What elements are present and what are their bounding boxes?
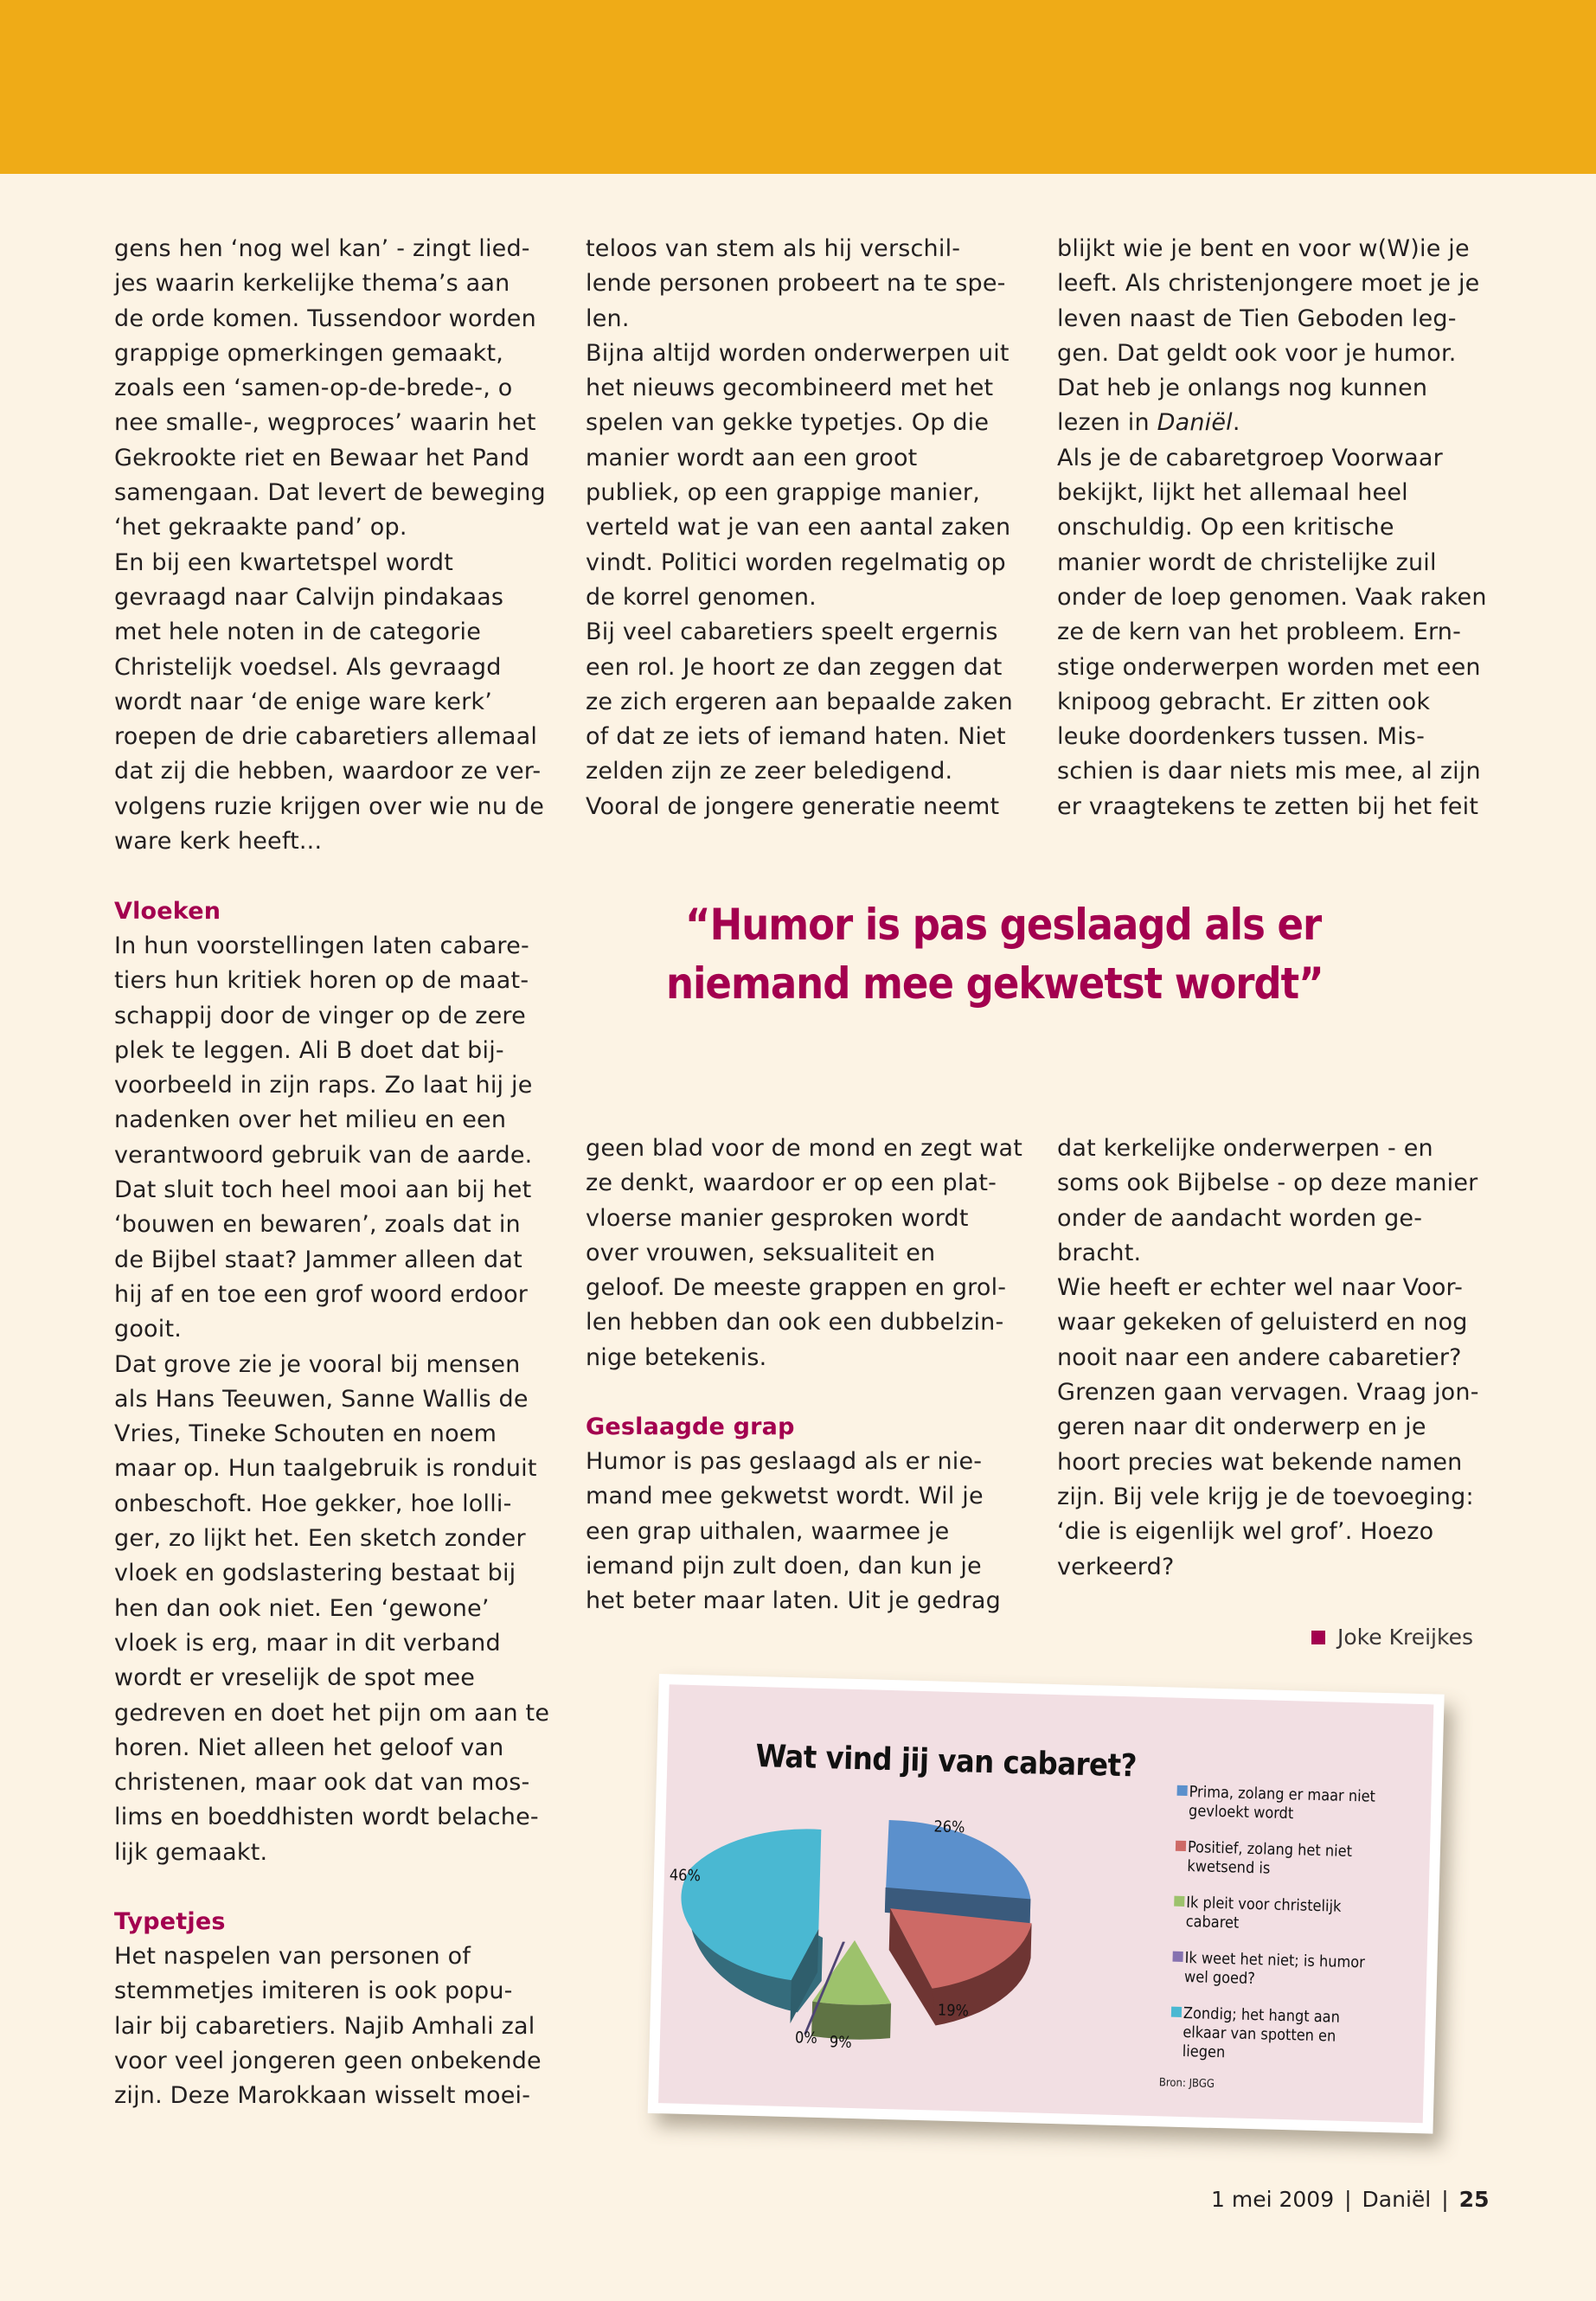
legend-text: Zondig; het hangt aan xyxy=(1183,2003,1341,2027)
text-line: vloek en godslastering bestaat bij xyxy=(114,1560,516,1587)
legend-text: cabaret xyxy=(1185,1913,1240,1932)
legend-text: gevloekt wordt xyxy=(1188,1802,1294,1823)
legend-text: elkaar van spotten en xyxy=(1183,2022,1336,2046)
text-line: In hun voorstellingen laten cabare- xyxy=(114,933,529,959)
article-column-3-bottom xyxy=(1057,1131,1490,1585)
text-line: nige betekenis. xyxy=(586,1343,767,1371)
text-line: waar gekeken of geluisterd en nog xyxy=(1057,1309,1468,1336)
legend-text: Prima, zolang er maar niet xyxy=(1189,1783,1376,1806)
text-line: teloos van stem als hij verschil- xyxy=(586,235,961,262)
text-line: hoort precies wat bekende namen xyxy=(1057,1448,1463,1476)
text-line: spelen van gekke typetjes. Op die xyxy=(586,409,990,437)
text-line: ‘bouwen en bewaren’, zoals dat in xyxy=(114,1211,521,1239)
pie-label-positief: 19% xyxy=(937,2001,970,2021)
text-line: bekijkt, lijkt het allemaal heel xyxy=(1057,479,1408,507)
text-line: Vooral de jongere generatie neemt xyxy=(586,792,1000,820)
separator: | xyxy=(1441,2187,1449,2212)
legend-item-positief xyxy=(1175,1838,1435,1883)
text-line: ze de kern van het probleem. Ern- xyxy=(1057,619,1462,646)
legend-text: Positief, zolang het niet xyxy=(1187,1838,1353,1862)
issue-date: 1 mei 2009 xyxy=(1211,2187,1335,2212)
text-line: christenen, maar ook dat van mos- xyxy=(114,1769,530,1797)
text-line: lair bij cabaretiers. Najib Amhali zal xyxy=(114,2012,535,2040)
pie-label-christelijk: 9% xyxy=(829,2033,852,2052)
text-line: geloof. De meeste grappen en grol- xyxy=(586,1274,1007,1302)
text-line: Christelijk voedsel. Als gevraagd xyxy=(114,653,502,681)
text-line xyxy=(1057,406,1490,440)
separator: | xyxy=(1344,2187,1352,2212)
text-line: voor veel jongeren geen onbekende xyxy=(114,2047,542,2074)
text-line: onder de aandacht worden ge- xyxy=(1057,1204,1423,1232)
text-line: zelden zijn ze zeer beledigend. xyxy=(586,758,953,785)
text-line: hen dan ook niet. Een ‘gewone’ xyxy=(114,1594,490,1622)
header-color-band xyxy=(0,0,1596,174)
paragraph-gap xyxy=(114,1870,547,1905)
text-line: Dat grove zie je vooral bij mensen xyxy=(114,1350,521,1378)
pull-quote xyxy=(666,895,1445,1013)
magazine-name: Daniël xyxy=(1362,2187,1432,2212)
chart-title: Wat vind jij van cabaret? xyxy=(755,1738,1138,1785)
text-line: Humor is pas geslaagd als er nie- xyxy=(586,1448,983,1476)
text-line: Bijna altijd worden onderwerpen uit xyxy=(586,339,1010,367)
text-line: Gekrookte riet en Bewaar het Pand xyxy=(114,444,530,471)
text-line: de Bijbel staat? Jammer alleen dat xyxy=(114,1246,522,1273)
legend-item-prima xyxy=(1176,1783,1437,1828)
text-line: ze zich ergeren aan bepaalde zaken xyxy=(586,688,1013,715)
legend-text: liegen xyxy=(1182,2041,1226,2062)
text-line: gooit. xyxy=(114,1316,183,1343)
text-line: blijkt wie je bent en voor w(W)ie je xyxy=(1057,235,1470,262)
text-line: mand mee gekwetst wordt. Wil je xyxy=(586,1483,984,1510)
section-heading-vloeken: Vloeken xyxy=(114,898,221,925)
text-line: leeft. Als christenjongere moet je je xyxy=(1057,270,1480,298)
chart-panel xyxy=(658,1684,1433,2123)
text-line: lijk gemaakt. xyxy=(114,1838,268,1866)
legend-text: Ik weet het niet; is humor xyxy=(1184,1949,1366,1972)
text-line: verantwoord gebruik van de aarde. xyxy=(114,1141,533,1169)
text-line: over vrouwen, seksualiteit en xyxy=(586,1239,936,1266)
legend-item-christelijk xyxy=(1173,1894,1433,1939)
text-line: schien is daar niets mis mee, al zijn xyxy=(1057,758,1481,785)
text-line: dat kerkelijke onderwerpen - en xyxy=(1057,1135,1433,1162)
pie-chart xyxy=(658,1684,1188,2117)
text-line: ze denkt, waardoor er op een plat- xyxy=(586,1170,997,1197)
pull-quote-line: niemand mee gekwetst wordt” xyxy=(666,958,1324,1009)
legend-item-weet-niet xyxy=(1172,1949,1433,1994)
text-line: het beter maar laten. Uit je gedrag xyxy=(586,1587,1001,1615)
article-column-3-top xyxy=(1057,232,1490,824)
text-line: de orde komen. Tussendoor worden xyxy=(114,304,536,332)
legend-swatch-icon xyxy=(1174,1896,1184,1907)
text-line: met hele noten in de categorie xyxy=(114,619,482,646)
text-line: ware kerk heeft... xyxy=(114,828,323,856)
text-line: stemmetjes imiteren is ook popu- xyxy=(114,1977,513,2005)
text-line: gevraagd naar Calvijn pindakaas xyxy=(114,583,504,611)
text-line: soms ook Bijbelse - op deze manier xyxy=(1057,1170,1478,1197)
text-line: het nieuws gecombineerd met het xyxy=(586,375,994,402)
text-line: schappij door de vinger op de zere xyxy=(114,1002,526,1029)
text-line: publiek, op een grappige manier, xyxy=(586,479,981,507)
text-line: zijn. Bij vele krijg je de toevoeging: xyxy=(1057,1483,1474,1510)
text-line: plek te leggen. Ali B doet dat bij- xyxy=(114,1036,504,1064)
text-line: wordt naar ‘de enige ware kerk’ xyxy=(114,688,493,715)
text-line: of dat ze iets of iemand haten. Niet xyxy=(586,723,1006,751)
legend-item-zondig xyxy=(1170,2004,1431,2068)
legend-text: Ik pleit voor christelijk xyxy=(1186,1894,1342,1916)
pie-slice-zondig xyxy=(678,1826,826,2024)
text-line: Bij veel cabaretiers speelt ergernis xyxy=(586,619,998,646)
text-line: vloek is erg, maar in dit verband xyxy=(114,1629,501,1657)
article-column-1-bottom xyxy=(114,894,550,2114)
text-line: verkeerd? xyxy=(1057,1553,1175,1580)
text-line: als Hans Teeuwen, Sanne Wallis de xyxy=(114,1385,529,1413)
text-line: gedreven en doet het pijn om aan te xyxy=(114,1699,550,1727)
chart-legend xyxy=(1170,1783,1437,2086)
text-line: manier wordt de christelijke zuil xyxy=(1057,548,1437,576)
text-line: de korrel genomen. xyxy=(586,583,817,611)
text-line: leven naast de Tien Geboden leg- xyxy=(1057,304,1457,332)
text-line: horen. Niet alleen het geloof van xyxy=(114,1734,504,1761)
author-byline xyxy=(1311,1625,1473,1650)
text-line: nooit naar een andere cabaretier? xyxy=(1057,1343,1462,1371)
text-line: Dat heb je onlangs nog kunnen xyxy=(1057,375,1428,402)
article-column-2-bottom xyxy=(586,1131,1023,1619)
text-line: Wie heeft er echter wel naar Voor- xyxy=(1057,1274,1464,1302)
text-line: geen blad voor de mond en zegt wat xyxy=(586,1135,1023,1162)
magazine-name-italic: Daniël xyxy=(1157,409,1233,437)
text-line: vindt. Politici worden regelmatig op xyxy=(586,548,1006,576)
text-line: ‘die is eigenlijk wel grof’. Hoezo xyxy=(1057,1518,1434,1546)
legend-swatch-icon xyxy=(1172,1952,1183,1962)
text-line: tiers hun kritiek horen op de maat- xyxy=(114,967,529,995)
pie-label-prima: 26% xyxy=(933,1817,965,1837)
text-line: iemand pijn zult doen, dan kun je xyxy=(586,1552,982,1580)
text-line: roepen de drie cabaretiers allemaal xyxy=(114,723,538,751)
text-fragment: lezen in xyxy=(1057,409,1157,437)
legend-swatch-icon xyxy=(1176,1841,1186,1851)
text-line: Dat sluit toch heel mooi aan bij het xyxy=(114,1176,532,1204)
text-line: Vries, Tineke Schouten en noem xyxy=(114,1420,497,1448)
legend-swatch-icon xyxy=(1177,1785,1188,1796)
text-line: Als je de cabaretgroep Voorwaar xyxy=(1057,444,1443,471)
text-line: maar op. Hun taalgebruik is ronduit xyxy=(114,1455,537,1483)
text-line: een grap uithalen, waarmee je xyxy=(586,1517,950,1545)
text-line: ger, zo lijkt het. Een sketch zonder xyxy=(114,1525,526,1553)
text-line: Grenzen gaan vervagen. Vraag jon- xyxy=(1057,1379,1479,1407)
text-line: vloerse manier gesproken wordt xyxy=(586,1204,969,1232)
pie-label-zondig: 46% xyxy=(669,1866,702,1886)
text-line: volgens ruzie krijgen over wie nu de xyxy=(114,792,545,820)
text-line: Het naspelen van personen of xyxy=(114,1943,471,1971)
legend-swatch-icon xyxy=(1171,2007,1182,2017)
text-line: wordt er vreselijk de spot mee xyxy=(114,1664,476,1692)
text-line: nee smalle-, wegproces’ waarin het xyxy=(114,409,536,437)
text-line: een rol. Je hoort ze dan zeggen dat xyxy=(586,653,1003,681)
paragraph-gap xyxy=(586,1375,1018,1410)
pie-label-weet-niet: 0% xyxy=(794,2029,818,2048)
text-line: ‘het gekraakte pand’ op. xyxy=(114,514,407,542)
text-line: leuke doordenkers tussen. Mis- xyxy=(1057,723,1426,751)
chart-source: Bron: JBGG xyxy=(1158,2076,1215,2091)
chart-card xyxy=(648,1674,1445,2134)
legend-text: kwetsend is xyxy=(1187,1857,1271,1878)
page-footer xyxy=(1211,2187,1490,2212)
article-column-1-top xyxy=(114,232,547,859)
text-line: onbeschoft. Hoe gekker, hoe lolli- xyxy=(114,1490,512,1517)
text-line: onschuldig. Op een kritische xyxy=(1057,514,1394,542)
page-number: 25 xyxy=(1458,2187,1490,2212)
text-line: dat zij die hebben, waardoor ze ver- xyxy=(114,758,542,785)
text-line: len. xyxy=(586,304,630,332)
text-line: bracht. xyxy=(1057,1239,1142,1266)
section-heading-geslaagde-grap: Geslaagde grap xyxy=(586,1413,795,1441)
text-line: zoals een ‘samen-op-de-brede-, o xyxy=(114,375,513,402)
text-line: grappige opmerkingen gemaakt, xyxy=(114,339,504,367)
article-column-2-top xyxy=(586,232,1018,824)
text-line: lims en boeddhisten wordt belache- xyxy=(114,1804,539,1831)
section-heading-typetjes: Typetjes xyxy=(114,1908,226,1936)
text-fragment: . xyxy=(1232,409,1240,437)
text-line: er vraagtekens te zetten bij het feit xyxy=(1057,792,1479,820)
text-line: samengaan. Dat levert de beweging xyxy=(114,479,546,507)
text-line: manier wordt aan een groot xyxy=(586,444,918,471)
text-line: nadenken over het milieu en een xyxy=(114,1106,507,1134)
text-line: zijn. Deze Marokkaan wisselt moei- xyxy=(114,2082,531,2110)
pull-quote-line: “Humor is pas geslaagd als er xyxy=(685,900,1322,950)
text-line: knipoog gebracht. Er zitten ook xyxy=(1057,688,1431,715)
text-line: geren naar dit onderwerp en je xyxy=(1057,1413,1426,1441)
text-line: gen. Dat geldt ook voor je humor. xyxy=(1057,339,1457,367)
text-line: En bij een kwartetspel wordt xyxy=(114,548,453,576)
text-line: len hebben dan ook een dubbelzin- xyxy=(586,1309,1004,1336)
text-line: stige onderwerpen worden met een xyxy=(1057,653,1481,681)
text-line: jes waarin kerkelijke thema’s aan xyxy=(114,270,510,298)
text-line: onder de loep genomen. Vaak raken xyxy=(1057,583,1487,611)
author-name: Joke Kreijkes xyxy=(1337,1625,1473,1650)
text-line: gens hen ‘nog wel kan’ - zingt lied- xyxy=(114,235,530,262)
text-line: lende personen probeert na te spe- xyxy=(586,270,1006,298)
legend-text: wel goed? xyxy=(1183,1968,1256,1989)
byline-square-icon xyxy=(1311,1631,1325,1644)
text-line: verteld wat je van een aantal zaken xyxy=(586,514,1011,542)
text-line: hij af en toe een grof woord erdoor xyxy=(114,1280,529,1308)
text-line: voorbeeld in zijn raps. Zo laat hij je xyxy=(114,1072,533,1099)
